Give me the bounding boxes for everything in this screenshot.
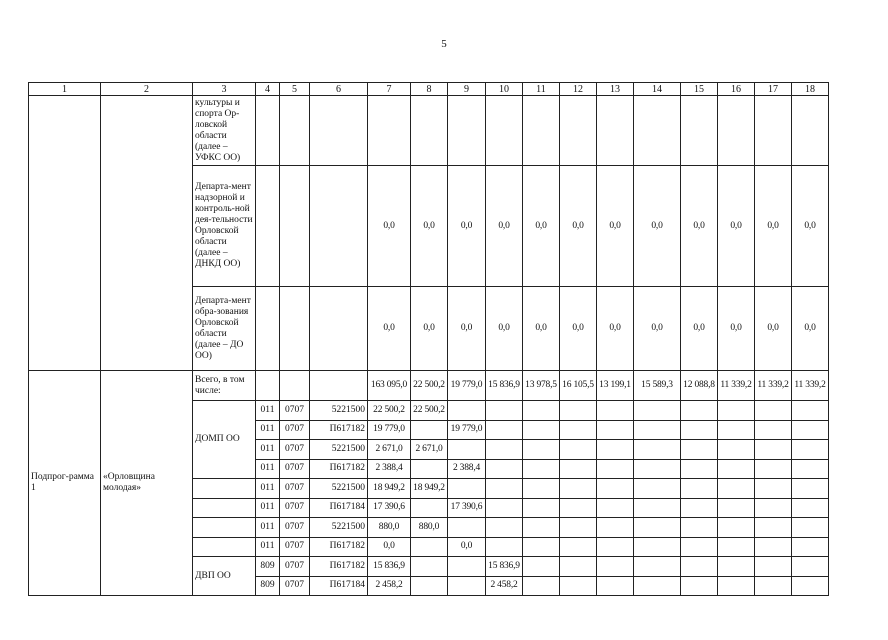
value-cell [411,498,448,518]
total-value: 11 339,2 [792,371,829,401]
value-cell [486,420,523,440]
header-cell: 12 [560,83,597,96]
value-cell: 2 388,4 [368,459,411,479]
value-cell: 0,0 [368,537,411,557]
header-cell: 9 [448,83,486,96]
value-cell [486,537,523,557]
total-value: 19 779,0 [448,371,486,401]
value-cell: 0,0 [597,166,634,287]
subprogram-title: «Орловщина молодая» [101,371,193,596]
executor-dnkd: Департа-мент надзорной и контроль-ной дея-тельности Орловской области (далее – ДНКД ОО) [193,166,256,287]
code-grbs: 011 [256,479,280,499]
code-rzpr: 0707 [280,459,310,479]
value-cell: 17 390,6 [368,498,411,518]
header-cell: 3 [193,83,256,96]
header-cell: 16 [718,83,755,96]
value-cell: 2 671,0 [368,440,411,460]
value-cell [448,479,486,499]
value-cell [448,401,486,421]
value-cell: 0,0 [718,287,755,371]
value-cell: 0,0 [448,537,486,557]
code-grbs: 809 [256,557,280,577]
value-cell: 18 949,2 [411,479,448,499]
code-grbs: 011 [256,401,280,421]
header-cell: 14 [634,83,681,96]
value-cell [448,440,486,460]
value-cell [411,557,448,577]
total-value: 22 500,2 [411,371,448,401]
subprogram-name: Подпрог-рамма 1 [29,371,101,596]
cell-empty [193,537,256,557]
value-cell: 0,0 [792,287,829,371]
header-cell: 4 [256,83,280,96]
value-cell [486,518,523,538]
code-csr: 5221500 [310,401,368,421]
value-cell [448,576,486,596]
value-cell: 0,0 [718,166,755,287]
total-value: 11 339,2 [755,371,792,401]
value-cell: 17 390,6 [448,498,486,518]
header-cell: 8 [411,83,448,96]
code-csr: 5221500 [310,518,368,538]
value-cell [486,401,523,421]
value-cell: 22 500,2 [411,401,448,421]
header-cell: 7 [368,83,411,96]
value-cell: 0,0 [681,287,718,371]
value-cell: 880,0 [368,518,411,538]
value-cell: 0,0 [368,287,411,371]
value-cell: 2 458,2 [368,576,411,596]
code-grbs: 011 [256,518,280,538]
code-rzpr: 0707 [280,576,310,596]
code-rzpr: 0707 [280,401,310,421]
value-cell: 0,0 [523,287,560,371]
value-cell: 18 949,2 [368,479,411,499]
total-label: Всего, в том числе: [193,371,256,401]
value-cell: 0,0 [755,166,792,287]
value-cell [411,420,448,440]
code-csr: П617184 [310,576,368,596]
cell-empty [193,498,256,518]
value-cell: 0,0 [634,287,681,371]
total-value: 15 836,9 [486,371,523,401]
value-cell: 0,0 [523,166,560,287]
executor-do: Департа-мент обра-зования Орловской области (далее – ДО ОО) [193,287,256,371]
executor-domp: ДОМП ОО [193,401,256,479]
header-cell: 10 [486,83,523,96]
value-cell: 0,0 [597,287,634,371]
header-row [29,83,829,96]
executor-ufks: культуры и спорта Ор-ловской области (далее – УФКС ОО) [193,96,256,166]
value-cell [486,479,523,499]
value-cell: 2 458,2 [486,576,523,596]
budget-table [28,82,829,596]
value-cell: 15 836,9 [486,557,523,577]
code-rzpr: 0707 [280,420,310,440]
total-value: 11 339,2 [718,371,755,401]
value-cell [448,557,486,577]
value-cell: 0,0 [448,166,486,287]
cell-empty [29,96,101,371]
code-csr: П617182 [310,537,368,557]
value-cell: 22 500,2 [368,401,411,421]
table-row-subprogram-total [29,371,829,401]
value-cell [486,498,523,518]
total-value: 163 095,0 [368,371,411,401]
code-csr: 5221500 [310,440,368,460]
header-cell: 6 [310,83,368,96]
code-csr: П617182 [310,420,368,440]
code-rzpr: 0707 [280,537,310,557]
cell-empty [193,518,256,538]
value-cell: 19 779,0 [448,420,486,440]
header-cell: 15 [681,83,718,96]
code-csr: 5221500 [310,479,368,499]
value-cell: 0,0 [486,287,523,371]
value-cell: 0,0 [486,166,523,287]
table-row-ufks [29,96,829,166]
value-cell [411,459,448,479]
value-cell [486,440,523,460]
value-cell: 0,0 [634,166,681,287]
value-cell [448,518,486,538]
header-cell: 11 [523,83,560,96]
page-number: 5 [441,38,447,50]
total-value: 13 199,1 [597,371,634,401]
header-cell: 17 [755,83,792,96]
value-cell: 2 388,4 [448,459,486,479]
code-grbs: 011 [256,498,280,518]
value-cell [411,537,448,557]
code-grbs: 011 [256,537,280,557]
code-csr: П617182 [310,557,368,577]
code-rzpr: 0707 [280,557,310,577]
code-rzpr: 0707 [280,440,310,460]
code-rzpr: 0707 [280,498,310,518]
value-cell: 0,0 [560,287,597,371]
value-cell: 19 779,0 [368,420,411,440]
cell-empty [101,96,193,371]
code-grbs: 809 [256,576,280,596]
value-cell: 0,0 [560,166,597,287]
value-cell: 15 836,9 [368,557,411,577]
value-cell: 0,0 [792,166,829,287]
total-value: 16 105,5 [560,371,597,401]
executor-dvp: ДВП ОО [193,557,256,596]
header-cell: 5 [280,83,310,96]
code-grbs: 011 [256,440,280,460]
value-cell: 0,0 [681,166,718,287]
total-value: 15 589,3 [634,371,681,401]
code-rzpr: 0707 [280,518,310,538]
value-cell: 0,0 [755,287,792,371]
total-value: 13 978,5 [523,371,560,401]
value-cell: 0,0 [411,166,448,287]
header-cell: 1 [29,83,101,96]
header-cell: 13 [597,83,634,96]
code-rzpr: 0707 [280,479,310,499]
code-csr: П617182 [310,459,368,479]
code-grbs: 011 [256,420,280,440]
header-cell: 18 [792,83,829,96]
header-cell: 2 [101,83,193,96]
code-grbs: 011 [256,459,280,479]
value-cell [411,576,448,596]
value-cell [486,459,523,479]
value-cell: 0,0 [411,287,448,371]
value-cell: 0,0 [448,287,486,371]
cell-empty [193,479,256,499]
total-value: 12 088,8 [681,371,718,401]
value-cell: 2 671,0 [411,440,448,460]
value-cell: 0,0 [368,166,411,287]
value-cell: 880,0 [411,518,448,538]
code-csr: П617184 [310,498,368,518]
